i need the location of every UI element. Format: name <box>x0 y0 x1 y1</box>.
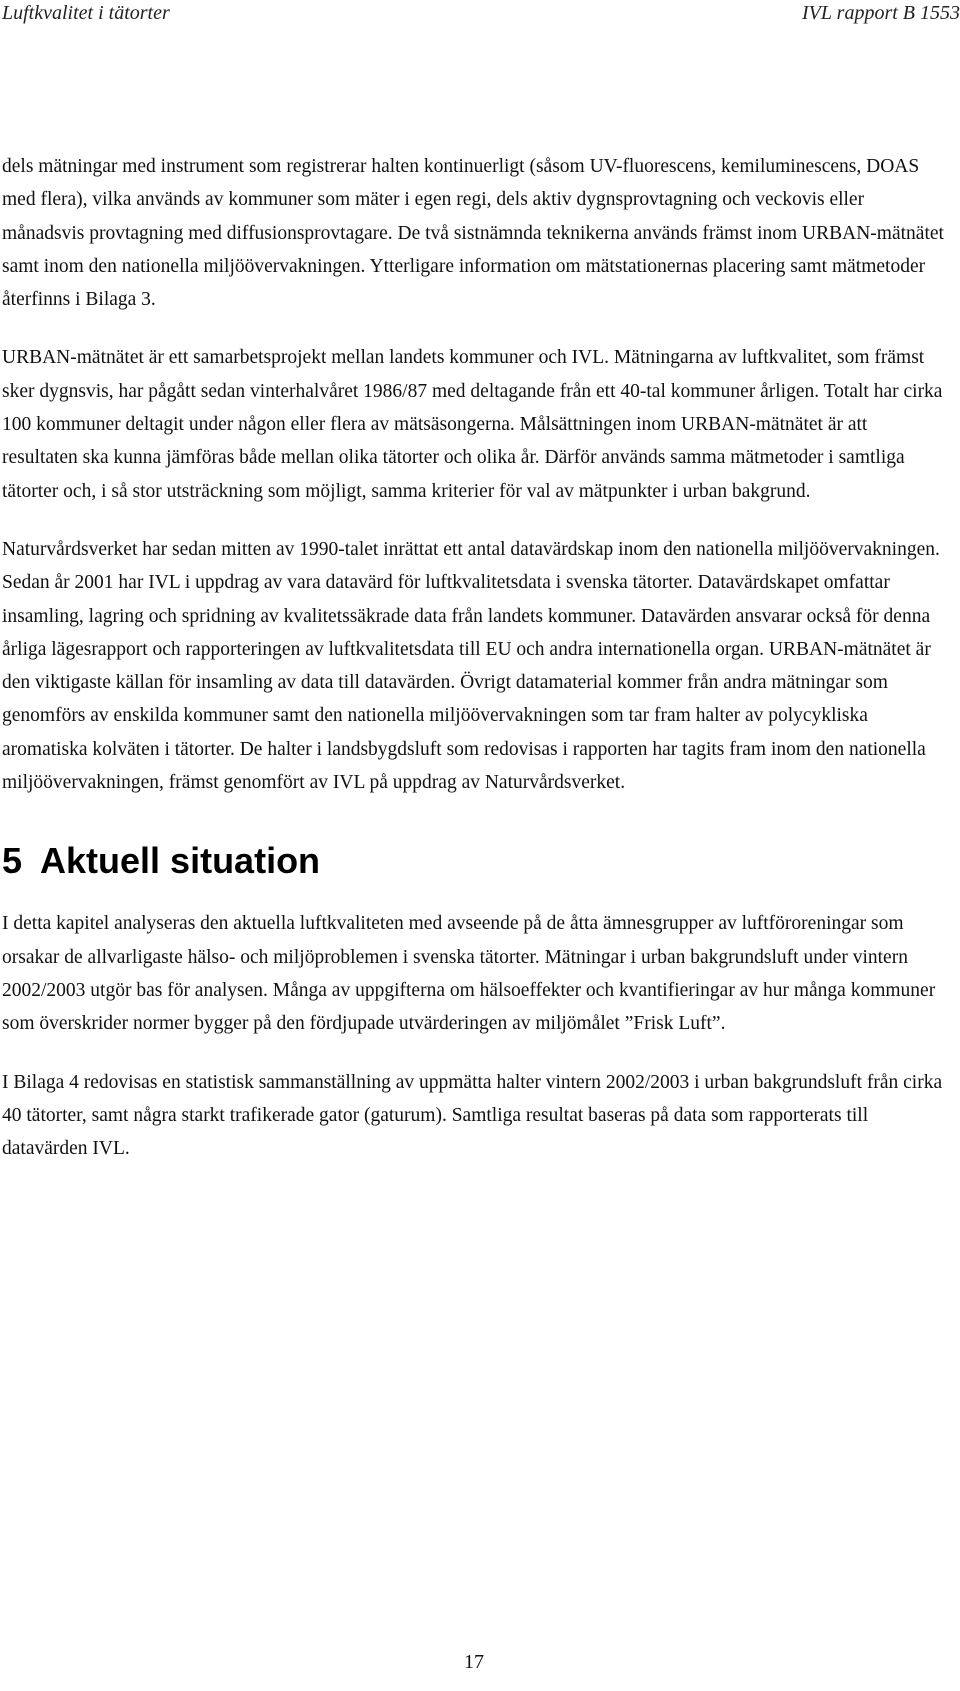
document-body <box>2 150 944 1190</box>
report-number-header: IVL rapport B 1553 <box>802 2 960 24</box>
paragraph-appendix-reference: I Bilaga 4 redovisas en statistisk sammanställning av uppmätta halter vintern 2002/2003 i urban bakgrundsluft från cirka 40 tätorter, samt några starkt trafikerade gator (gaturum). Samtliga resultat baseras på data som rapporterats till datavärden IVL. <box>2 1071 943 1160</box>
paragraph-measurement-methods: dels mätningar med instrument som registrerar halten kontinuerligt (såsom UV-fluorescens, kemiluminescens, DOAS med flera), vilka används av kommuner som mäter i egen regi, dels aktiv dygnsprovtagning och veckovis eller månadsvis provtagning med diffusionsprovtagare. De två sistnämnda teknikerna används främst inom URBAN-mätnätet samt inom den nationella miljöövervakningen. Ytterligare information om mätstationernas placering samt mätmetoder återfinns i Bilaga 3. <box>2 156 944 311</box>
paragraph-chapter-intro: I detta kapitel analyseras den aktuella luftkvaliteten med avseende på de åtta ämnesgrupper av luftföroreningar som orsakar de allvarligaste hälso- och miljöproblemen i svenska tätorter. Mätningar i urban bakgrundsluft under vintern 2002/2003 utgör bas för analysen. Många av uppgifterna om hälsoeffekter och kvantifieringar av hur många kommuner som överskrider normer bygger på den fördjupade utvärderingen av miljömålet ”Frisk Luft”. <box>2 913 936 1035</box>
paragraph-urban-network: URBAN-mätnätet är ett samarbetsprojekt mellan landets kommuner och IVL. Mätningarna av luftkvalitet, som främst sker dygnsvis, har pågått sedan vinterhalvåret 1986/87 med deltagande från ett 40-tal kommuner årligen. Totalt har cirka 100 kommuner deltagit under någon eller flera av mätsäsongerna. Målsättningen inom URBAN-mätnätet är att resultaten ska kunna jämföras både mellan olika tätorter och olika år. Därför används samma mätmetoder i samtliga tätorter och, i så stor utsträckning som möjligt, samma kriterier för val av mätpunkter i urban bakgrund. <box>2 347 943 502</box>
report-title-header: Luftkvalitet i tätorter <box>2 2 170 24</box>
paragraph-data-host: Naturvårdsverket har sedan mitten av 1990-talet inrättat ett antal datavärdskap inom den nationella miljöövervakningen. Sedan år 2001 har IVL i uppdrag av vara datavärd för luftkvalitetsdata i svenska tätorter. Datavärdskapet omfattar insamling, lagring och spridning av kvalitetssäkrade data från landets kommuner. Datavärden ansvarar också för denna årliga lägesrapport och rapporteringen av luftkvalitetsdata till EU och andra internationella organ. URBAN-mätnätet är den viktigaste källan för insamling av data till datavärden. Övrigt datamaterial kommer från andra mätningar som genomförs av enskilda kommuner samt den nationella miljöövervakningen som tar fram halter av polycykliska aromatiska kolväten i tätorter. De halter i landsbygdsluft som redovisas i rapporten har tagits fram inom den nationella miljöövervakningen, främst genomfört av IVL på uppdrag av Naturvårdsverket. <box>2 538 940 794</box>
page-number-label: 17 <box>464 1651 484 1673</box>
section-heading <box>2 836 944 886</box>
page-number <box>0 1649 960 1675</box>
running-header <box>0 0 960 26</box>
section-number: 5 <box>2 840 23 882</box>
section-title: Aktuell situation <box>40 840 321 882</box>
